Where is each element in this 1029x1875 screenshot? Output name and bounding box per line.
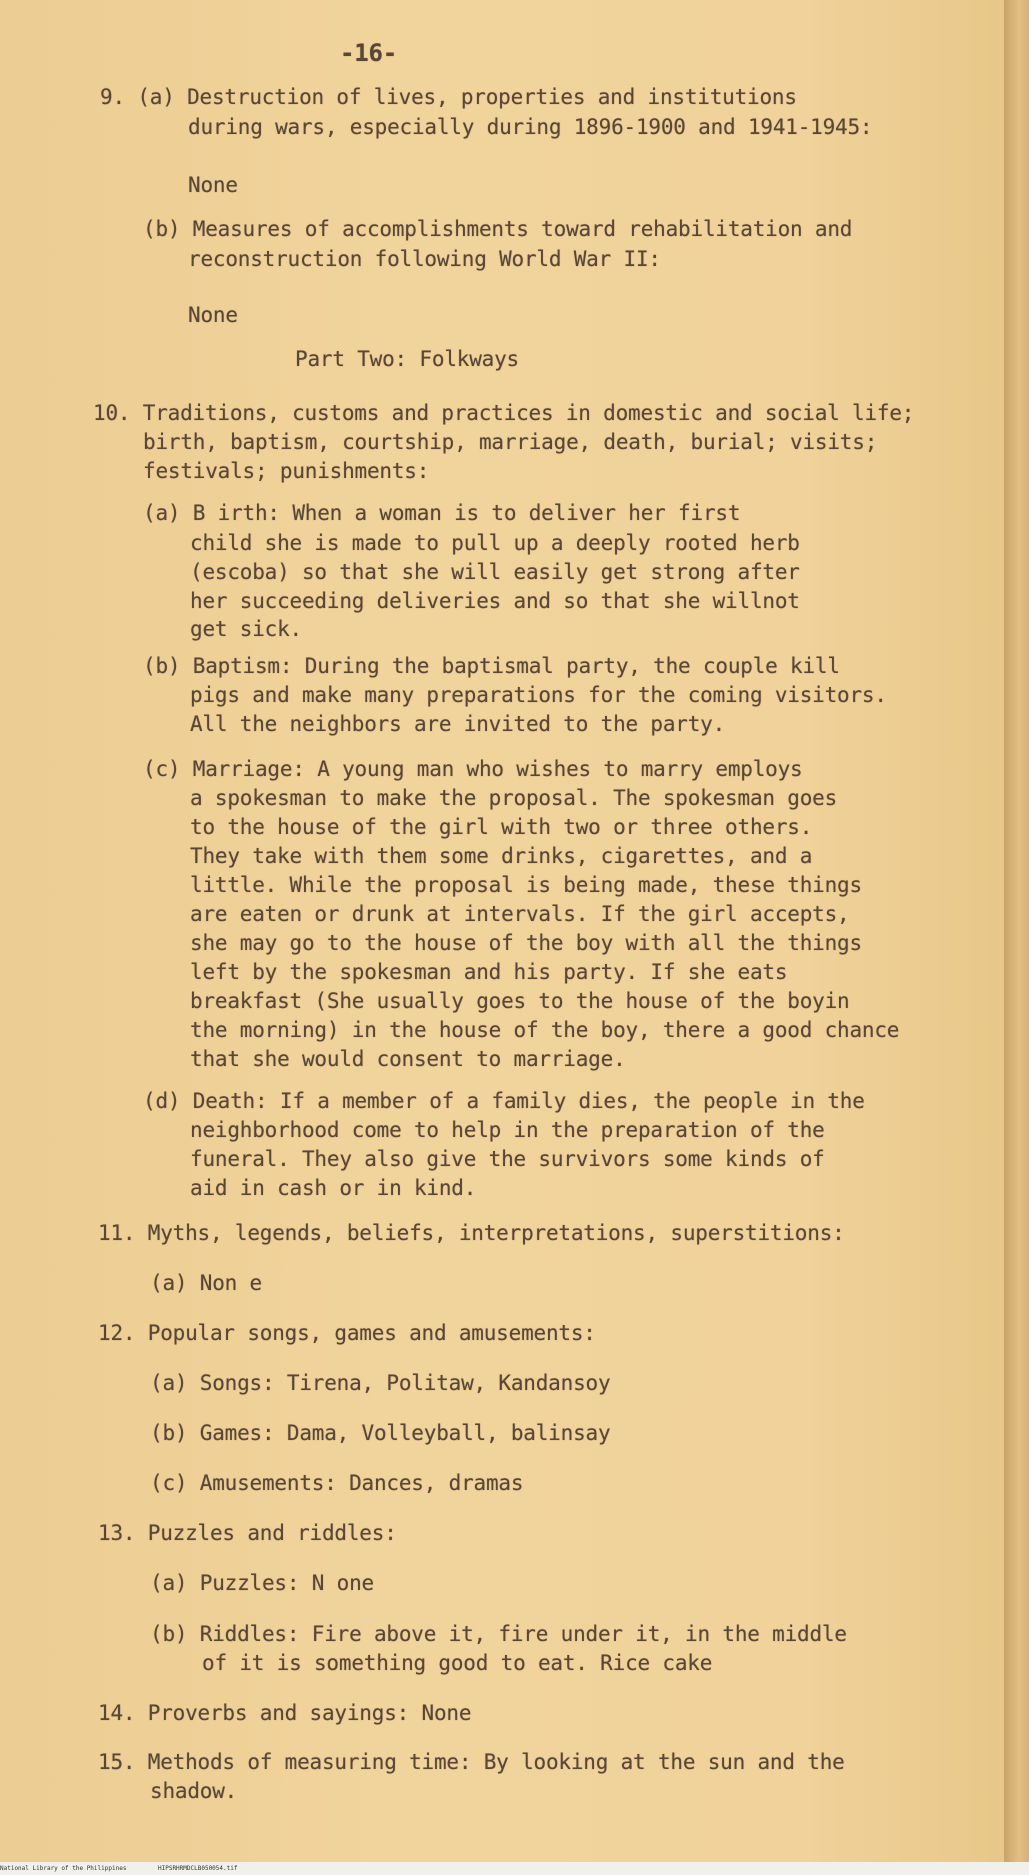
item-10-line-1: 10. Traditions, customs and practices in domestic and social life; [93,401,915,425]
item-10c-line-7: she may go to the house of the boy with all the things [190,931,862,955]
item-10c-line-6: are eaten or drunk at intervals. If the girl accepts, [190,902,850,926]
item-13a: (a) Puzzles: N one [150,1571,374,1595]
item-15-line-1: 15. Methods of measuring time: By looking at the sun and the [98,1750,845,1774]
scan-footer [0,1862,1029,1875]
item-10a-line-5: get sick. [190,617,302,641]
item-12c: (c) Amusements: Dances, dramas [150,1471,524,1495]
item-10-line-2: birth, baptism, courtship, marriage, death, burial; visits; [143,430,878,454]
item-13b-line-1: (b) Riddles: Fire above it, fire under it, in the middle [150,1622,847,1646]
item-15-line-2: shadow. [150,1779,238,1803]
item-10b-line-1: (b) Baptism: During the baptismal party, the couple kill [143,654,840,678]
part-two-heading: Part Two: Folkways [295,347,519,371]
item-10c-line-9: breakfast (She usually goes to the house of the boyin [190,989,850,1013]
item-9a-answer: None [188,173,238,197]
footer-library-name: National Library of the Philippines [0,1865,127,1872]
item-12a: (a) Songs: Tirena, Politaw, Kandansoy [150,1371,611,1395]
item-12: 12. Popular songs, games and amusements: [98,1321,596,1345]
item-10d-line-3: funeral. They also give the survivors some kinds of [190,1147,825,1171]
item-10b-line-2: pigs and make many preparations for the coming visitors. [190,683,887,707]
item-11: 11. Myths, legends, beliefs, interpretations, superstitions: [98,1221,845,1245]
footer-file-name: HIPSRHRMDCLB050054.tif [158,1865,238,1872]
item-10c-line-3: to the house of the girl with two or three others. [190,815,813,839]
item-10a-line-1: (a) B irth: When a woman is to deliver her first [143,501,741,525]
item-10-line-3: festivals; punishments: [143,459,430,483]
item-10d-line-2: neighborhood come to help in the preparation of the [190,1118,825,1142]
item-9a-line-1: 9. (a) Destruction of lives, properties and institutions [100,85,797,109]
item-10a-line-3: (escoba) so that she will easily get strong after [190,560,800,584]
item-9b-line-2: reconstruction following World War II: [188,247,661,271]
item-9a-line-2: during wars, especially during 1896-1900 and 1941-1945: [188,115,873,139]
item-10c-line-4: They take with them some drinks, cigarettes, and a [190,844,813,868]
item-11a: (a) Non e [150,1271,262,1295]
item-10d-line-4: aid in cash or in kind. [190,1176,477,1200]
page-number: -16- [340,39,397,67]
item-9b-answer: None [188,303,238,327]
item-12b: (b) Games: Dama, Volleyball, balinsay [150,1421,611,1445]
page-edge-shadow [1004,0,1029,1862]
item-10c-line-5: little. While the proposal is being made, these things [190,873,862,897]
item-14: 14. Proverbs and sayings: None [98,1701,472,1725]
item-9b-line-1: (b) Measures of accomplishments toward rehabilitation and [143,217,853,241]
item-10a-line-4: her succeeding deliveries and so that she willnot [190,589,800,613]
item-10c-line-10: the morning) in the house of the boy, there a good chance [190,1018,900,1042]
item-10c-line-1: (c) Marriage: A young man who wishes to marry employs [143,757,803,781]
item-13b-line-2: of it is something good to eat. Rice cake [202,1651,713,1675]
item-10c-line-2: a spokesman to make the proposal. The spokesman goes [190,786,838,810]
item-10b-line-3: All the neighbors are invited to the party. [190,712,726,736]
item-13: 13. Puzzles and riddles: [98,1521,397,1545]
item-10a-line-2: child she is made to pull up a deeply rooted herb [190,531,800,555]
item-10d-line-1: (d) Death: If a member of a family dies, the people in the [143,1089,865,1113]
item-10c-line-11: that she would consent to marriage. [190,1047,626,1071]
item-10c-line-8: left by the spokesman and his party. If she eats [190,960,788,984]
